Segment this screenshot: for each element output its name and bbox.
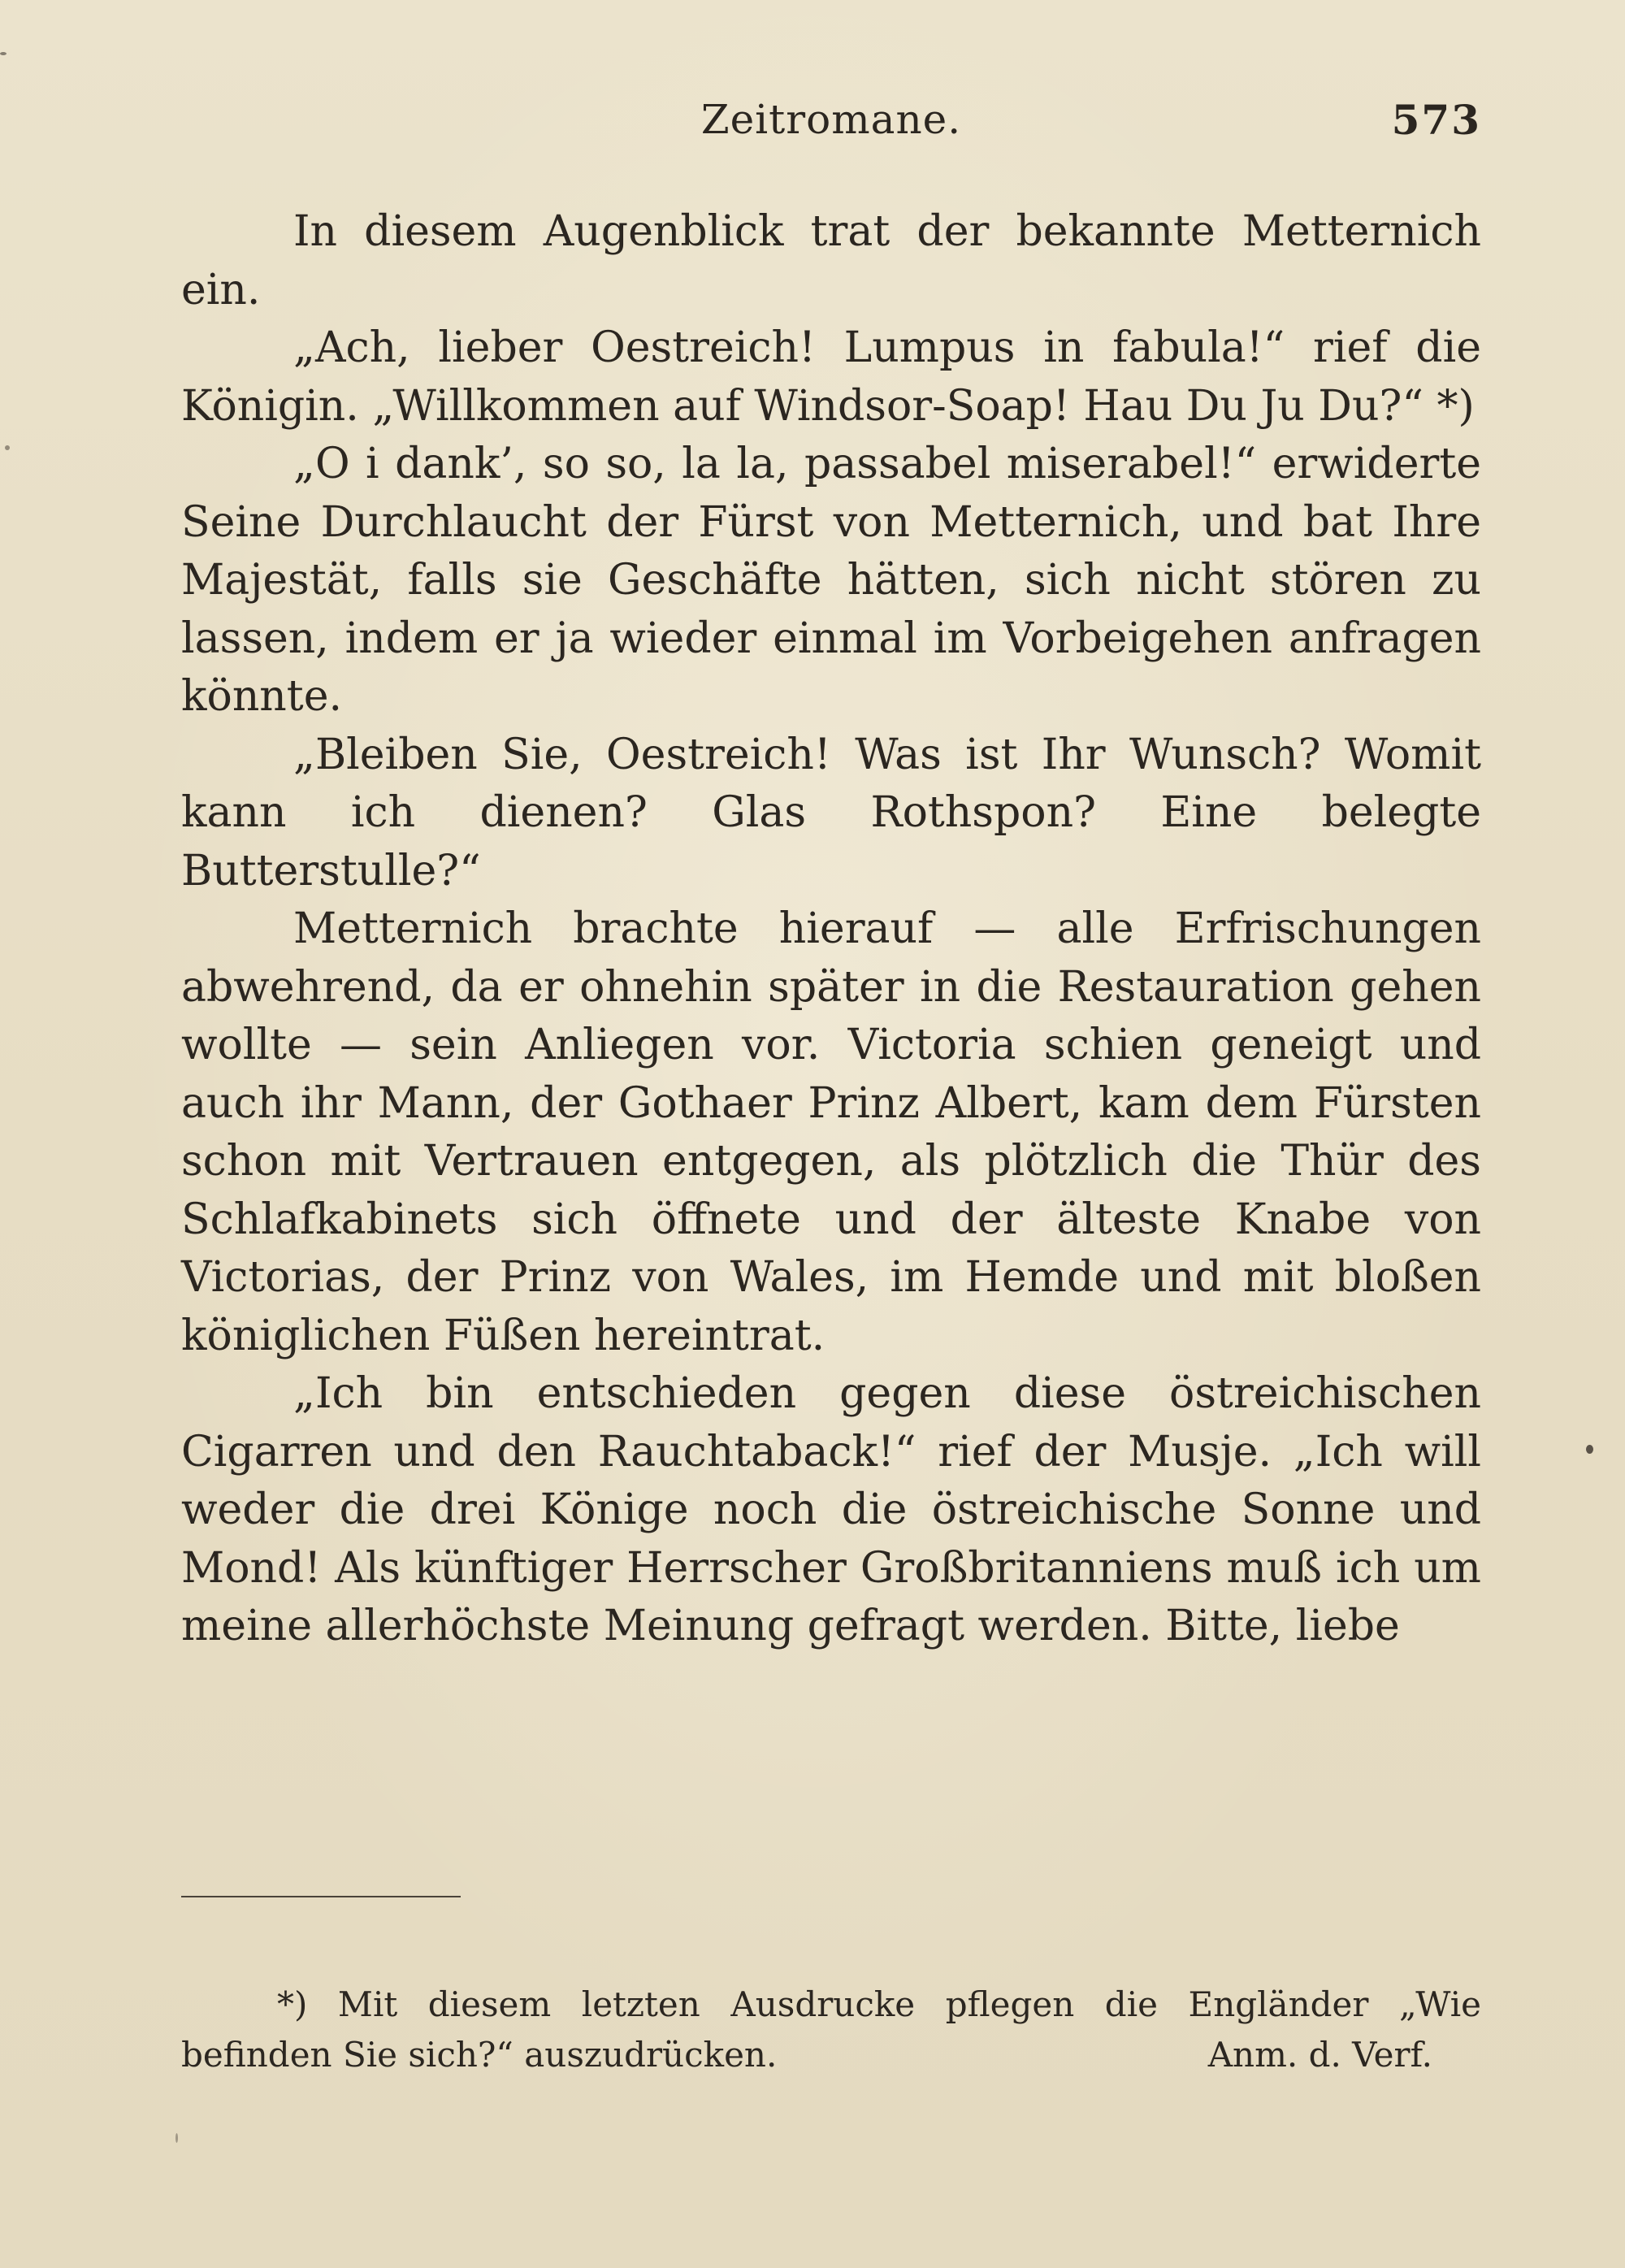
paragraph: „Ach, lieber Oestreich! Lumpus in fabula!“ rief die Königin. „Willkommen auf Windsor-Soap! Hau Du Ju Du?“ *) [181,323,1481,431]
running-title: Zeitromane. [700,96,962,143]
footnote-signature: Anm. d. Verf. [1207,2035,1432,2075]
paragraph: Metternich brachte hierauf — alle Erfrischungen abwehrend, da er ohnehin später in die Restauration gehen wollte — sein Anliegen vor. Victoria schien geneigt und auch ihr Mann, der Gothaer Prinz Albert, kam dem Fürsten schon mit Vertrauen entgegen, als plötzlich die Thür des Schlafkabinets sich öffnete und der älteste Knabe von Victorias, der Prinz von Wales, im Hemde und mit bloßen königlichen Füßen hereintrat. [181,904,1481,1360]
page-number: 573 [1391,96,1481,144]
paragraph: In diesem Augenblick trat der bekannte Metternich ein. [181,207,1481,314]
footnote-divider [181,1896,461,1897]
running-header [181,96,1481,161]
paragraph: „O i dank’, so so, la la, passabel miserabel!“ erwiderte Seine Durchlaucht der Fürst von Metternich, und bat Ihre Majestät, falls sie Geschäfte hätten, sich nicht stören zu lassen, indem er ja wieder einmal im Vorbeigehen anfragen könnte. [181,440,1481,721]
paper-speck [5,445,10,450]
paragraph: „Bleiben Sie, Oestreich! Was ist Ihr Wunsch? Womit kann ich dienen? Glas Rothspon? Eine belegte Butterstulle?“ [181,730,1481,895]
footnote [181,1980,1481,2080]
paper-speck [0,52,6,55]
footnote-text: *) Mit diesem letzten Ausdrucke pflegen die Engländer „Wie befinden Sie sich?“ auszudrücken. [181,1984,1481,2075]
paragraph: „Ich bin entschieden gegen diese östreichischen Cigarren und den Rauchtaback!“ rief der Musje. „Ich will weder die drei Könige noch die östreichische Sonne und Mond! Als künftiger Herrscher Großbritanniens muß ich um meine allerhöchste Meinung gefragt werden. Bitte, liebe [181,1369,1481,1650]
paper-speck [1586,1445,1593,1454]
paper-speck [176,2133,178,2143]
body-text [181,203,1481,1656]
footnote-paragraph [181,1980,1481,2080]
